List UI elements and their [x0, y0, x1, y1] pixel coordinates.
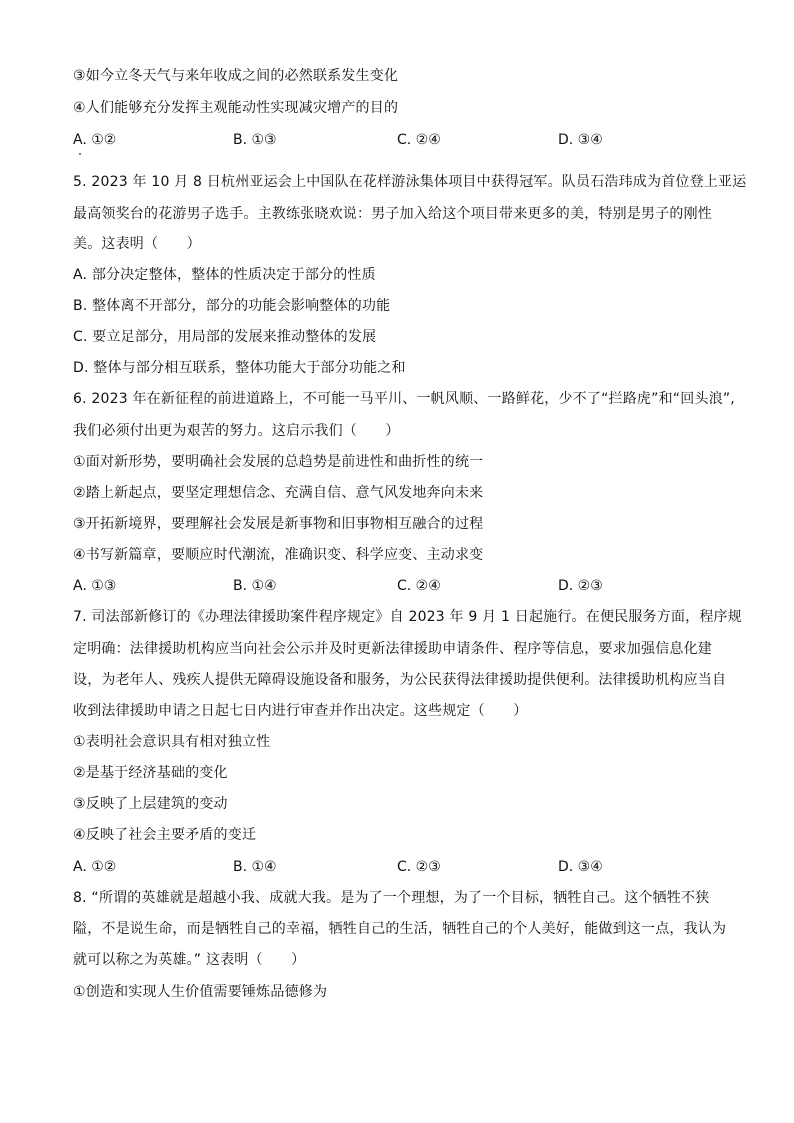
q6-option-c: C. ②④	[397, 578, 441, 594]
q5-choice-a: A. 部分决定整体，整体的性质决定于部分的性质	[73, 267, 376, 283]
q5-stem-line-2: 最高领奖台的花游男子选手。主教练张晓欢说：男子加入给这个项目带来更多的美，特别是男子的刚性	[73, 206, 712, 222]
q4-option-d: D. ③④	[558, 132, 603, 148]
q4-option-a: A. ①②	[73, 132, 117, 148]
q8-stem-line-3: 就可以称之为英雄。” 这表明（ ）	[73, 952, 306, 968]
q7-option-c: C. ②③	[397, 859, 441, 875]
q6-stem-line-1: 6. 2023 年在新征程的前进道路上，不可能一马平川、一帆风顺、一路鲜花，少不了“拦路虎”和“回头浪”,	[73, 391, 735, 407]
q6-item-4: ④书写新篇章，要顺应时代潮流，准确识变、科学应变、主动求变	[73, 547, 484, 563]
q8-stem-line-2: 隘，不是说生命，而是牺牲自己的幸福，牺牲自己的生活，牺牲自己的个人美好，能做到这一点，我认为	[73, 921, 727, 937]
q7-item-4: ④反映了社会主要矛盾的变迁	[73, 827, 257, 843]
q7-option-b: B. ①④	[233, 859, 277, 875]
q6-option-b: B. ①④	[233, 578, 277, 594]
q7-stem-line-1: 7. 司法部新修订的《办理法律援助案件程序规定》自 2023 年 9 月 1 日起施行。在便民服务方面，程序规	[73, 609, 742, 625]
q5-choice-b: B. 整体离不开部分，部分的功能会影响整体的功能	[73, 298, 391, 314]
q4-option-b: B. ①③	[233, 132, 277, 148]
q5-stem-line-1: 5. 2023 年 10 月 8 日杭州亚运会上中国队在花样游泳集体项目中获得冠军。队员石浩玮成为首位登上亚运	[73, 174, 747, 190]
q6-item-3: ③开拓新境界，要理解社会发展是新事物和旧事物相互融合的过程	[73, 516, 484, 532]
q7-stem-line-4: 收到法律援助申请之日起七日内进行审查并作出决定。这些规定（ ）	[73, 703, 528, 719]
q6-option-d: D. ②③	[558, 578, 603, 594]
q8-stem-line-1: 8. “所谓的英雄就是超越小我、成就大我。是为了一个理想，为了一个目标，牺牲自己。这个牺牲不狭	[73, 890, 710, 906]
q7-option-d: D. ③④	[558, 859, 603, 875]
q7-stem-line-3: 设，为老年人、残疾人提供无障碍设施设备和服务，为公民获得法律援助提供便利。法律援助机构应当自	[73, 672, 727, 688]
q7-item-2: ②是基于经济基础的变化	[73, 765, 228, 781]
q7-item-3: ③反映了上层建筑的变动	[73, 796, 228, 812]
q6-item-1: ①面对新形势，要明确社会发展的总趋势是前进性和曲折性的统一	[73, 454, 484, 470]
q8-item-1: ①创造和实现人生价值需要锤炼品德修为	[73, 984, 328, 1000]
q6-stem-line-2: 我们必须付出更为艰苦的努力。这启示我们（ ）	[73, 423, 400, 439]
q5-choice-d: D. 整体与部分相互联系，整体功能大于部分功能之和	[73, 360, 406, 376]
q6-option-a: A. ①③	[73, 578, 117, 594]
q7-option-a: A. ①②	[73, 859, 117, 875]
q6-item-2: ②踏上新起点，要坚定理想信念、充满自信、意气风发地奔向未来	[73, 485, 484, 501]
stray-dot-mark	[79, 153, 81, 155]
q4-item-4: ④人们能够充分发挥主观能动性实现减灾增产的目的	[73, 100, 399, 116]
q7-stem-line-2: 定明确：法律援助机构应当向社会公示并及时更新法律援助申请条件、程序等信息，要求加强信息化建	[73, 641, 712, 657]
q5-choice-c: C. 要立足部分，用局部的发展来推动整体的发展	[73, 329, 377, 345]
q4-item-3: ③如今立冬天气与来年收成之间的必然联系发生变化	[73, 68, 399, 84]
q4-option-c: C. ②④	[397, 132, 441, 148]
q7-item-1: ①表明社会意识具有相对独立性	[73, 734, 271, 750]
q5-stem-line-3: 美。这表明（ ）	[73, 236, 201, 252]
